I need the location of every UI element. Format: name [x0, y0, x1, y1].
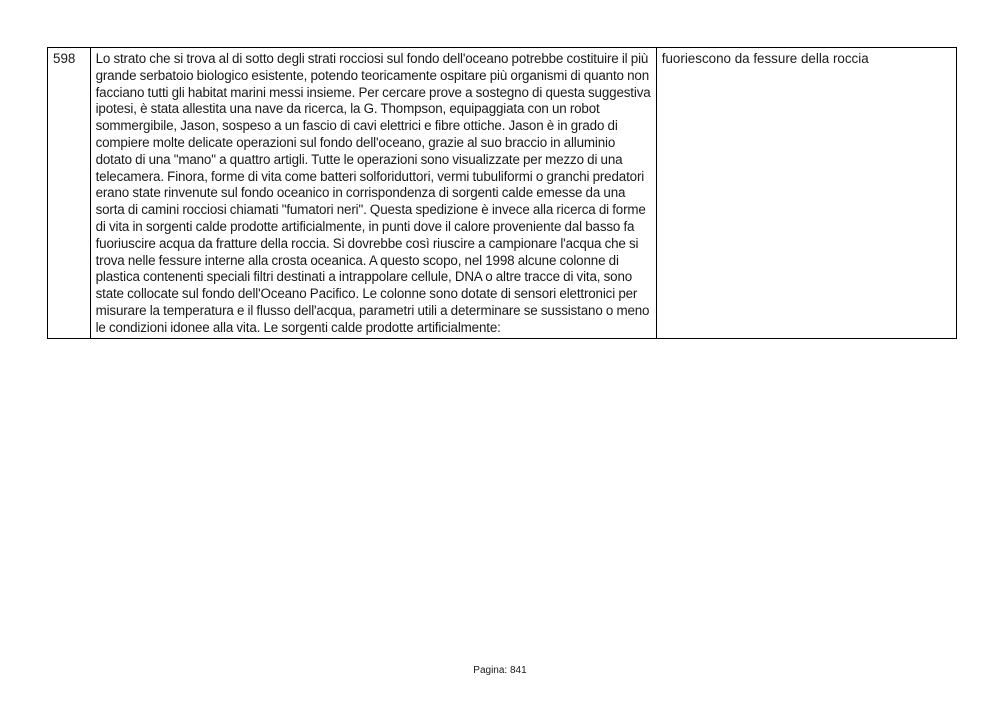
question-text-cell: [90, 48, 656, 339]
answer-cell: [656, 48, 956, 339]
table-row: [48, 48, 957, 339]
question-text: Lo strato che si trova al di sotto degli strati rocciosi sul fondo dell'oceano potrebbe costituire il più grande serbatoio biologico esistente, potendo teoricamente ospitare più organismi di quanto non facciano tutti gli habitat marini messi insieme. Per cercare prove a sostegno di questa suggestiva ipotesi, è stata allestita una nave da ricerca, la G. Thompson, equipaggiata con un robot sommergibile, Jason, sospeso a un fascio di cavi elettrici e fibre ottiche. Jason è in grado di compiere molte delicate operazioni sul fondo dell'oceano, grazie al suo braccio in alluminio dotato di una "mano" a quattro artigli. Tutte le operazioni sono visualizzate per mezzo di una telecamera. Finora, forme di vita come batteri solforiduttori, vermi tubuliformi o granchi predatori erano state rinvenute sul fondo oceanico in corrispondenza di sorgenti calde emesse da una sorta di camini rocciosi chiamati "fumatori neri". Questa spedizione è invece alla ricerca di forme di vita in sorgenti calde prodotte artificialmente, in punti dove il calore proveniente dal basso fa fuoriuscire acqua da fratture della roccia. Si dovrebbe così riuscire a campionare l'acqua che si trova nelle fessure interne alla crosta oceanica. A questo scopo, nel 1998 alcune colonne di plastica contenenti speciali filtri destinati a intrappolare cellule, DNA o altre tracce di vita, sono state collocate sul fondo dell'Oceano Pacifico. Le colonne sono dotate di sensori elettronici per misurare la temperatura e il flusso dell'acqua, parametri utili a determinare se sussistano o meno le condizioni idonee alla vita. Le sorgenti calde prodotte artificialmente:: [95, 51, 651, 335]
page-number: Pagina: 841: [473, 665, 527, 676]
question-number: 598: [53, 51, 76, 66]
question-number-cell: [48, 48, 91, 339]
question-table: [47, 47, 957, 339]
answer-text: fuoriescono da fessure della roccia: [661, 51, 869, 66]
